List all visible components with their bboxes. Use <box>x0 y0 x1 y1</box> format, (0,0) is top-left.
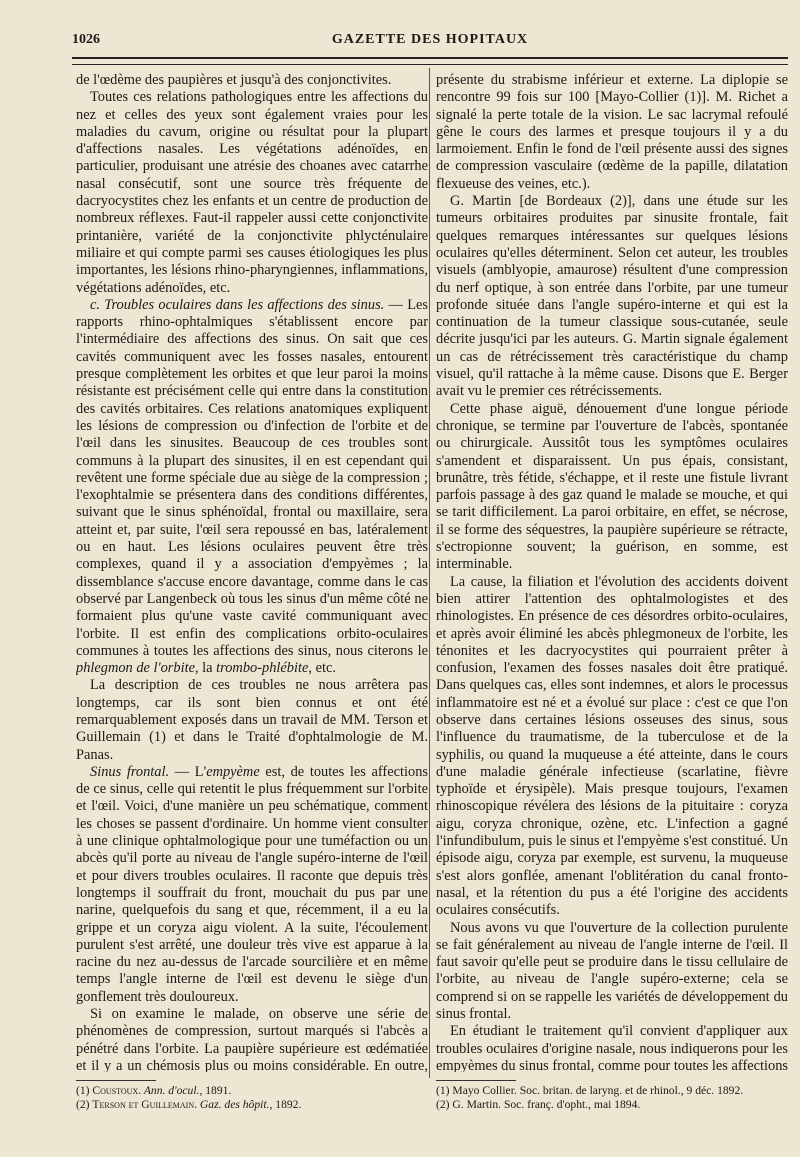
page-number: 1026 <box>72 32 100 47</box>
page-header <box>72 30 788 52</box>
footnotes-right <box>436 1084 788 1112</box>
paragraph: En étudiant le traitement qu'il convient d'appliquer aux troubles oculaires d'origine nasale, nous indiquerons pour les empyèmes du sinus frontal, comme pour toutes les affections <box>436 1023 788 1072</box>
paragraph: Nous avons vu que l'ouverture de la collection purulente se fait généralement au niveau de l'angle interne de l'œil. Il faut savoir qu'elle peut se produire dans le tissu cellulaire de l'orbite, au niveau de l'angle supéro-externe; cela se comprend si on se rappelle les variétés de développement du sinus frontal. <box>436 919 788 1023</box>
footnote-rule <box>436 1080 516 1081</box>
left-column <box>76 72 428 1072</box>
paragraph: Cette phase aiguë, dénouement d'une longue période chronique, se termine par l'ouverture de l'abcès, spontanée ou chirurgicale. Aussitôt tous les symptômes oculaires s'amendent et disparaissent. Un pus épais, consistant, brunâtre, très fétide, s'échappe, et il reste une fistule livrant parfois passage à des gaz quand le malade se mouche, et qui se tarit difficilement. La paroi orbitaire, en effet, se nécrose, il se forme des séquestres, la paupière supérieure se rétracte, s'ectropionne souvent; la guérison, en somme, est interminable. <box>436 400 788 573</box>
footnote: (2) Terson et Guillemain. Gaz. des hôpit., 1892. <box>76 1098 302 1111</box>
column-divider <box>429 68 430 1078</box>
paragraph: La cause, la filiation et l'évolution des accidents doivent bien attirer l'attention des ophtalmologistes et des rhinologistes. En présence de ces désordres orbito-oculaires, et après avoir éliminé les abcès phlegmoneux de l'orbite, les ténonites et les dacryocystites qui pourraient prêter à confusion, l'examen des fosses nasales doit être pratiqué. Dans quelques cas, elles sont indemnes, et alors le processus inflammatoire est né et a évolué sur place : c'est ce que l'on observe dans certaines lésions osseuses des sinus, sous l'influence du traumatisme, de la tuberculose et de la syphilis, ou quand la muqueuse a été atteinte, dans le cours d'une maladie générale infectieuse (scarlatine, fièvre typhoïde et érysipèle). Mais presque toujours, l'examen rhinoscopique révélera des lésions de la pituitaire : coryza aigu, coryza chronique, ozène, etc. L'infection a gagné l'infundibulum, puis le sinus et l'empyème s'est constitué. Un épisode aigu, coryza par exemple, est survenu, la muqueuse s'est alors gonflée, amenant l'oblitération du canal fronto-nasal, et la rétention du pus a été l'origine des accidents oculaires consécutifs. <box>436 573 788 919</box>
paragraph: La description de ces troubles ne nous arrêtera pas longtemps, car ils sont bien connus et ont été remarquablement exposés dans un travail de MM. Terson et Guillemain (1) et dans le Traité d'ophtalmologie de M. Panas. <box>76 677 428 763</box>
header-double-rule <box>72 57 788 65</box>
footnote: (2) G. Martin. Soc. franç. d'opht., mai 1894. <box>436 1098 641 1111</box>
footnote: (1) Mayo Collier. Soc. britan. de laryng. et de rhinol., 9 déc. 1892. <box>436 1084 744 1097</box>
subheading-sinus-frontal: Sinus frontal. <box>90 763 170 780</box>
paragraph: Toutes ces relations pathologiques entre les affections du nez et celles des yeux sont également vraies pour les maladies du cavum, origine ou résultat pour la plupart d'affections nasales. Les végétations adénoïdes, en particulier, produisant une atrésie des choanes avec catarrhe nasal consécutif, sont une source très fréquente de dacryocystites chez les enfants et un centre de production de nombreux réflexes. Faut-il rappeler aussi cette conjonctivite printanière, variété de la conjonctivite phlycténulaire miliaire et qui compte parmi ses causes étiologiques les plus importantes, les lésions rhino-pharyngiennes, inflammations, végétations adénoïdes, etc. <box>76 89 428 296</box>
right-column <box>436 72 788 1072</box>
footnotes-left <box>76 1084 428 1112</box>
section-heading-troubles-oculaires: c. Troubles oculaires dans les affections des sinus. <box>90 296 385 313</box>
paragraph: c. Troubles oculaires dans les affections des sinus. — Les rapports rhino-ophtalmiques s'établissent encore par l'intermédiaire des affections des sinus. On sait que ces cavités communiquent avec les fosses nasales, entourent presque complètement les orbites et que leur paroi la moins résistante est précisément celle qui entre dans la constitution des cavités orbitaires. Ces relations anatomiques expliquent les lésions de compression ou d'infection de l'orbite et de l'œil dans les sinusites. Beaucoup de ces troubles sont communs à la plupart des sinusites, il en est cependant qui revêtent une forme spéciale due au siège de la compression ; l'exophtalmie se présentera dans des conditions différentes, suivant que le sinus sphénoïdal, frontal ou maxillaire, sera atteint et, par suite, l'œil sera repoussé en bas, latéralement ou en haut. Les lésions oculaires peuvent être très complexes, quand il y a association d'empyèmes ; la dissemblance s'accuse encore davantage, comme dans le cas observé par Langenbeck où tous les sinus d'un même côté ne formaient plus qu'une vaste cavité communiquant avec l'orbite. Il est enfin des complications orbito-oculaires communes à toutes les affections des sinus, nous citerons le phlegmon de l'orbite, la trombo-phlébite, etc. <box>76 296 428 677</box>
footnote-rule <box>76 1080 156 1081</box>
paragraph: présente du strabisme inférieur et externe. La diplopie se rencontre 99 fois sur 100 [Mayo-Collier (1)]. M. Richet a signalé la perte totale de la vision. Le sac lacrymal refoulé gêne le cours des larmes et presque toujours il y a du larmoiement. Enfin le fond de l'œil présente aussi des signes de compression vasculaire (œdème de la papille, dilatation flexueuse des veines, etc.). <box>436 72 788 192</box>
paragraph: Sinus frontal. — L'empyème est, de toutes les affections de ce sinus, celle qui retentit le plus fréquemment sur l'orbite et l'œil. Voici, d'une manière un peu schématique, comment les choses se passent d'ordinaire. Un homme vient consulter à une clinique ophtalmologique pour une tuméfaction ou un abcès qu'il porte au niveau de l'angle supéro-interne de l'œil et pour divers troubles oculaires. Il raconte que depuis très longtemps il souffrait du front, mouchait du pus par une narine, quelquefois du sang et que, récemment, il a eu la grippe et un coryza aigu violent. A la suite, l'écoulement purulent s'est arrêté, une douleur très vive est apparue à la racine du nez au-dessus de l'arcade sourcilière et en même temps l'angle interne de l'œil est devenu le siège d'un gonflement très douloureux. <box>76 763 428 1005</box>
running-title: GAZETTE DES HOPITAUX <box>331 32 529 47</box>
paragraph: de l'œdème des paupières et jusqu'à des conjonctivites. <box>76 72 392 88</box>
paragraph: Si on examine le malade, on observe une série de phénomènes de compression, surtout marqués si l'abcès a pénétré dans l'orbite. La paupière supérieure est œdématiée et il y a un chémosis plus ou moins considérable. En outre, <box>76 1006 428 1072</box>
paragraph: G. Martin [de Bordeaux (2)], dans une étude sur les tumeurs orbitaires produites par sinusite frontale, fait quelques remarques intéressantes sur quelques lésions oculaires qu'elles déterminent. Selon cet auteur, les troubles visuels (amblyopie, amaurose) résultent d'une compression du nerf optique, à son entrée dans l'orbite, par une tumeur profonde située dans l'angle supéro-interne et qui est la continuation de la tumeur classique sous-cutanée, seule décrite jusqu'ici par les auteurs. G. Martin signale également un cas de rétrécissement très caractéristique du champ visuel, qu'il rattache à la même cause. Disons que E. Berger avait vu le premier ces rétrécissements. <box>436 193 788 400</box>
footnote: (1) Coustoux. Ann. d'ocul., 1891. <box>76 1084 232 1097</box>
